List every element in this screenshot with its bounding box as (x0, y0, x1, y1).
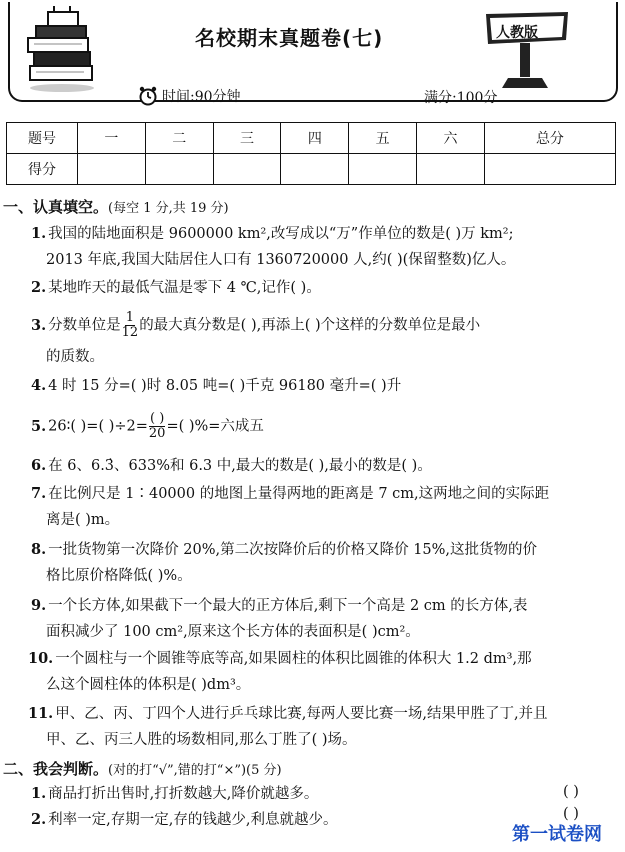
question-1-line2: 2013 年底,我国大陆居住人口有 1360720000 人,约( )(保留整数)亿人。 (46, 252, 516, 268)
question-text: 一个长方体,如果截下一个最大的正方体后,剩下一个高是 2 cm 的长方体,表 (48, 598, 528, 614)
section-1-heading (3, 196, 229, 217)
question-text: 4 时 15 分=( )时 8.05 吨=( )千克 96180 毫升=( )升 (48, 378, 402, 394)
score-table (6, 122, 616, 185)
question-6 (31, 456, 432, 476)
question-number: 4. (31, 377, 47, 394)
table-cell: 一 (78, 123, 146, 154)
table-row (7, 154, 616, 185)
watermark: 第一试卷网 (512, 824, 602, 845)
answer-parens[interactable]: ( ) (563, 806, 579, 822)
question-3-line2: 的质数。 (46, 349, 104, 365)
fraction (149, 412, 166, 441)
fraction-denominator: 12 (121, 325, 139, 340)
question-11-line2: 甲、乙、丙三人胜的场数相同,那么丁胜了( )场。 (46, 732, 357, 748)
question-10-line2: 么这个圆柱体的体积是( )dm³。 (46, 677, 251, 693)
exam-time (138, 86, 241, 106)
question-text: 在比例尺是 1∶40000 的地图上量得两地的距离是 7 cm,这两地之间的实际距 (48, 486, 550, 502)
question-number: 5. (31, 417, 47, 435)
question-text: 26∶( )=( )÷2= (48, 418, 148, 435)
question-2 (31, 278, 321, 298)
question-number: 2. (31, 811, 47, 828)
table-cell: 二 (145, 123, 213, 154)
fraction-numerator: ( ) (150, 411, 165, 426)
section-title: 二、我会判断。 (3, 760, 109, 778)
question-text: 某地昨天的最低气温是零下 4 ℃,记作( )。 (48, 280, 321, 296)
answer-parens[interactable]: ( ) (563, 784, 579, 800)
score-input-cell[interactable] (213, 154, 281, 185)
question-text: 在 6、6.3̇、633%和 6.3 中,最大的数是( ),最小的数是( )。 (48, 458, 432, 474)
question-3 (31, 311, 480, 340)
question-7-line2: 离是( )m。 (46, 512, 120, 528)
question-text: 的最大真分数是( ),再添上( )个这样的分数单位是最小 (139, 317, 481, 334)
clock-icon (138, 86, 158, 106)
judge-1 (31, 784, 318, 804)
question-number: 6. (31, 457, 47, 474)
question-number: 11. (28, 705, 54, 722)
fraction-denominator: 20 (148, 426, 166, 441)
score-input-cell[interactable] (145, 154, 213, 185)
question-number: 3. (31, 316, 47, 334)
question-number: 2. (31, 279, 47, 296)
section-note: (每空 1 分,共 19 分) (108, 201, 229, 216)
question-10 (28, 649, 532, 669)
question-7 (31, 484, 549, 504)
section-2-heading (3, 758, 282, 779)
question-text: 分数单位是 (48, 317, 121, 334)
fraction (122, 311, 139, 340)
table-cell: 总分 (484, 123, 615, 154)
table-row (7, 123, 616, 154)
section-title: 一、认真填空。 (3, 198, 109, 216)
fraction-numerator: 1 (125, 310, 135, 325)
section-note: (对的打“√”,错的打“×”)(5 分) (108, 763, 282, 778)
score-input-cell[interactable] (78, 154, 146, 185)
score-input-cell[interactable] (281, 154, 349, 185)
question-text: 利率一定,存期一定,存的钱越少,利息就越少。 (48, 812, 338, 828)
table-cell: 六 (417, 123, 485, 154)
question-11 (28, 704, 548, 724)
table-cell: 五 (349, 123, 417, 154)
question-text: =( )%=六成五 (166, 418, 264, 435)
score-input-cell[interactable] (349, 154, 417, 185)
score-input-cell[interactable] (484, 154, 615, 185)
page-title: 名校期末真题卷(七) (195, 26, 384, 50)
question-number: 7. (31, 485, 47, 502)
question-5 (31, 412, 264, 441)
question-text: 商品打折出售时,打折数越大,降价就越多。 (48, 786, 319, 802)
table-cell: 题号 (7, 123, 78, 154)
score-input-cell[interactable] (417, 154, 485, 185)
question-8 (31, 540, 537, 560)
question-text: 一批货物第一次降价 20%,第二次按降价后的价格又降价 15%,这批货物的价 (48, 542, 538, 558)
question-9-line2: 面积减少了 100 cm²,原来这个长方体的表面积是( )cm²。 (46, 624, 420, 640)
question-number: 8. (31, 541, 47, 558)
table-cell: 三 (213, 123, 281, 154)
table-cell: 四 (281, 123, 349, 154)
question-text: 一个圆柱与一个圆锥等底等高,如果圆柱的体积比圆锥的体积大 1.2 dm³,那 (55, 651, 532, 667)
question-9 (31, 596, 527, 616)
question-1 (31, 224, 513, 244)
question-number: 9. (31, 597, 47, 614)
question-4 (31, 376, 401, 396)
edition-badge: 人教版 (496, 25, 538, 41)
exam-time-text: 时间:90分钟 (162, 89, 241, 105)
full-score: 满分:100分 (424, 90, 498, 106)
books-illustration-icon (24, 4, 102, 94)
question-number: 1. (31, 225, 47, 242)
question-text: 我国的陆地面积是 9600000 km²,改写成以“万”作单位的数是( )万 km²; (48, 226, 514, 242)
question-number: 10. (28, 650, 54, 667)
question-text: 甲、乙、丙、丁四个人进行乒乓球比赛,每两人要比赛一场,结果甲胜了丁,并且 (55, 706, 548, 722)
judge-2 (31, 810, 337, 830)
table-cell: 得分 (7, 154, 78, 185)
question-8-line2: 格比原价格降低( )%。 (46, 568, 192, 584)
question-number: 1. (31, 785, 47, 802)
